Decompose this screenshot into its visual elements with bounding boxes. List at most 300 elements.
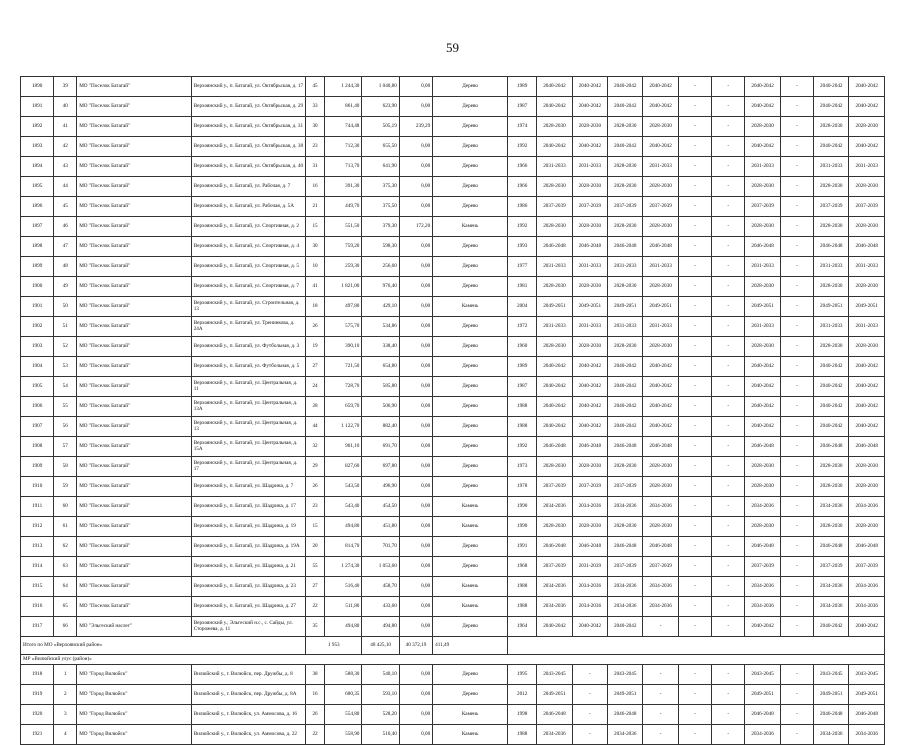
cell-period-3: 2040-2042 [608,137,643,157]
table-row [21,237,885,257]
cell-period-5: - [678,117,711,137]
cell-living-area: 458,70 [362,577,399,597]
cell-period-4: 2028-2030 [643,217,678,237]
cell-municipality: МО "Поселок Батагай" [77,517,192,537]
cell-address: Верхоянский у., п. Батагай, ул. Спортивная, д. 7 [191,277,306,297]
cell-period-2: 2046-2048 [572,437,607,457]
cell-period-6: - [712,137,745,157]
cell-period-9: 2040-2042 [814,77,849,97]
cell-period-4: 2040-2042 [643,377,678,397]
cell-nonresidential-area: 0,00 [399,557,432,577]
cell-period-3: 2028-2030 [608,217,643,237]
cell-period-4: 2046-2048 [643,537,678,557]
cell-local-number: 43 [54,157,77,177]
cell-year-built: 1966 [508,157,537,177]
cell-period-1: 2049-2051 [537,685,572,705]
cell-wall-material: Дерево [433,77,508,97]
cell-period-8: - [780,537,813,557]
cell-period-4: 2046-2048 [643,437,678,457]
cell-residents: 21 [306,197,325,217]
cell-period-8: - [780,497,813,517]
cell-period-1: 2040-2042 [537,77,572,97]
cell-residents: 16 [306,177,325,197]
cell-year-built: 1968 [508,557,537,577]
cell-period-9: 2034-2036 [814,577,849,597]
cell-address: Верхоянский у., п. Батагай, ул. Центральная, д. 13А [191,397,306,417]
cell-period-6: - [712,437,745,457]
cell-period-9: 2040-2042 [814,417,849,437]
cell-period-5: - [678,297,711,317]
cell-period-7: 2040-2042 [745,397,780,417]
cell-local-number: 45 [54,197,77,217]
total-row [21,637,885,655]
cell-residents: 22 [306,725,325,745]
cell-nonresidential-area: 172,20 [399,217,432,237]
cell-wall-material: Камень [433,297,508,317]
cell-residents: 18 [306,297,325,317]
cell-period-4: 2028-2030 [643,477,678,497]
cell-period-5: - [678,237,711,257]
cell-living-area: 641,90 [362,157,399,177]
cell-period-7: 2040-2042 [745,97,780,117]
cell-nonresidential-area: 0,00 [399,77,432,97]
cell-municipality: МО "Поселок Батагай" [77,337,192,357]
cell-period-3: 2031-2033 [608,317,643,337]
cell-row-number: 1911 [21,497,54,517]
cell-period-10: 2034-2036 [849,497,885,517]
cell-period-8: - [780,337,813,357]
cell-row-number: 1895 [21,177,54,197]
cell-period-6: - [712,617,745,637]
cell-period-7: 2046-2048 [745,705,780,725]
cell-wall-material: Дерево [433,377,508,397]
cell-municipality: МО "Поселок Батагай" [77,277,192,297]
cell-period-8: - [780,397,813,417]
cell-municipality: МО "Поселок Батагай" [77,237,192,257]
cell-period-7: 2031-2033 [745,257,780,277]
cell-nonresidential-area: 0,00 [399,477,432,497]
cell-period-10: 2040-2042 [849,77,885,97]
cell-period-4: 2034-2036 [643,497,678,517]
cell-period-10: 2034-2036 [849,577,885,597]
cell-period-5: - [678,665,711,685]
cell-municipality: МО "Поселок Батагай" [77,557,192,577]
cell-municipality: МО "Поселок Батагай" [77,537,192,557]
cell-period-7: 2028-2030 [745,277,780,297]
cell-living-area: 433,60 [362,597,399,617]
cell-period-5: - [678,337,711,357]
cell-period-9: 2028-2030 [814,337,849,357]
cell-period-5: - [678,157,711,177]
cell-nonresidential-area: 0,00 [399,157,432,177]
cell-period-10: 2034-2036 [849,725,885,745]
cell-row-number: 1901 [21,297,54,317]
cell-wall-material: Дерево [433,137,508,157]
cell-year-built: 1981 [508,277,537,297]
cell-nonresidential-area: 0,00 [399,357,432,377]
cell-period-6: - [712,117,745,137]
table-row [21,537,885,557]
cell-period-1: 2031-2033 [537,317,572,337]
cell-address: Верхоянский у., п. Батагай, ул. Спортивная, д. 2 [191,217,306,237]
cell-period-1: 2043-2045 [537,665,572,685]
cell-period-4: 2040-2042 [643,77,678,97]
cell-year-built: 1993 [508,237,537,257]
cell-period-8: - [780,277,813,297]
cell-period-4: 2040-2042 [643,397,678,417]
table-row [21,417,885,437]
cell-period-7: 2040-2042 [745,377,780,397]
cell-period-8: - [780,457,813,477]
cell-period-10: 2040-2042 [849,397,885,417]
table-row [21,197,885,217]
cell-local-number: 4 [54,725,77,745]
cell-period-7: 2028-2030 [745,517,780,537]
cell-period-5: - [678,97,711,117]
section-title: МР «Вилюйский улус (район)» [21,655,885,665]
cell-period-6: - [712,97,745,117]
cell-period-9: 2034-2036 [814,725,849,745]
cell-period-9: 2040-2042 [814,397,849,417]
cell-wall-material: Дерево [433,357,508,377]
cell-total-area: 391,30 [324,177,361,197]
table-row [21,725,885,745]
cell-wall-material: Дерево [433,685,508,705]
cell-year-built: 1988 [508,417,537,437]
cell-total-area: 554,80 [324,705,361,725]
cell-total-area: 259,30 [324,257,361,277]
cell-municipality: МО "Поселок Батагай" [77,97,192,117]
cell-period-7: 2040-2042 [745,617,780,637]
cell-living-area: 454,50 [362,497,399,517]
cell-period-5: - [678,537,711,557]
cell-residents: 45 [306,77,325,97]
cell-period-10: 2040-2042 [849,417,885,437]
cell-address: Верхоянский у., п. Батагай, ул. Рабочая, д. 7 [191,177,306,197]
cell-row-number: 1920 [21,705,54,725]
cell-municipality: МО "Поселок Батагай" [77,437,192,457]
cell-year-built: 2012 [508,685,537,705]
cell-period-4: 2040-2042 [643,97,678,117]
cell-local-number: 53 [54,357,77,377]
cell-period-2: 2034-2036 [572,577,607,597]
cell-year-built: 1987 [508,97,537,117]
cell-period-7: 2037-2039 [745,197,780,217]
cell-period-1: 2046-2048 [537,237,572,257]
table-row [21,597,885,617]
cell-period-10: 2028-2030 [849,177,885,197]
cell-year-built: 1992 [508,137,537,157]
cell-year-built: 1990 [508,517,537,537]
cell-period-1: 2046-2048 [537,705,572,725]
cell-living-area: 585,80 [362,377,399,397]
cell-row-number: 1910 [21,477,54,497]
cell-period-9: 2046-2048 [814,537,849,557]
cell-living-area: 697,80 [362,457,399,477]
cell-local-number: 2 [54,685,77,705]
cell-period-5: - [678,357,711,377]
cell-total-area: 721,50 [324,357,361,377]
cell-address: Верхоянский у., п. Батагай, ул. Октябрьская, д. 17 [191,77,306,97]
cell-period-5: - [678,597,711,617]
cell-period-3: 2049-2051 [608,297,643,317]
cell-period-9: 2031-2033 [814,317,849,337]
table-row [21,257,885,277]
cell-period-2: 2040-2042 [572,397,607,417]
cell-total-area: 1 821,00 [324,277,361,297]
cell-period-7: 2031-2033 [745,317,780,337]
cell-wall-material: Дерево [433,117,508,137]
cell-period-1: 2028-2030 [537,457,572,477]
cell-local-number: 51 [54,317,77,337]
cell-period-1: 2034-2036 [537,725,572,745]
cell-period-7: 2043-2045 [745,665,780,685]
table-row [21,277,885,297]
cell-nonresidential-area: 0,00 [399,725,432,745]
cell-year-built: 1987 [508,377,537,397]
total-value-2: 48 425,10 [362,637,399,655]
cell-period-4: 2040-2042 [643,417,678,437]
cell-period-7: 2028-2030 [745,177,780,197]
cell-period-7: 2046-2048 [745,237,780,257]
cell-period-8: - [780,77,813,97]
cell-residents: 27 [306,577,325,597]
cell-address: Верхоянский у., п. Батагай, ул. Центральная, д. 11 [191,377,306,397]
cell-living-area: 506,90 [362,397,399,417]
cell-wall-material: Камень [433,705,508,725]
cell-row-number: 1890 [21,77,54,97]
cell-local-number: 41 [54,117,77,137]
cell-residents: 31 [306,157,325,177]
cell-period-8: - [780,617,813,637]
cell-period-10: 2046-2048 [849,437,885,457]
cell-period-2: 2028-2030 [572,117,607,137]
cell-nonresidential-area: 0,00 [399,665,432,685]
cell-period-4: 2028-2030 [643,337,678,357]
cell-local-number: 40 [54,97,77,117]
cell-wall-material: Дерево [433,97,508,117]
cell-period-1: 2040-2042 [537,137,572,157]
cell-period-9: 2043-2045 [814,665,849,685]
cell-period-5: - [678,437,711,457]
cell-period-2: 2040-2042 [572,97,607,117]
cell-period-6: - [712,497,745,517]
page-number: 59 [446,40,459,55]
cell-period-9: 2031-2033 [814,157,849,177]
cell-total-area: 494,80 [324,517,361,537]
cell-address: Верхоянский у., п. Батагай, ул. Спортивная, д. 5 [191,257,306,277]
cell-period-7: 2046-2048 [745,437,780,457]
cell-period-9: 2031-2033 [814,257,849,277]
cell-year-built: 1988 [508,397,537,417]
cell-period-5: - [678,685,711,705]
cell-nonresidential-area: 0,00 [399,417,432,437]
cell-period-8: - [780,237,813,257]
cell-period-5: - [678,277,711,297]
cell-period-7: 2040-2042 [745,417,780,437]
cell-period-4: - [643,665,678,685]
cell-period-3: 2028-2030 [608,517,643,537]
cell-residents: 22 [306,597,325,617]
cell-local-number: 66 [54,617,77,637]
cell-municipality: МО "Город Вилюйск" [77,685,192,705]
cell-local-number: 48 [54,257,77,277]
cell-total-area: 575,70 [324,317,361,337]
cell-period-1: 2040-2042 [537,397,572,417]
cell-period-8: - [780,257,813,277]
cell-residents: 26 [306,477,325,497]
table-row [21,665,885,685]
cell-period-9: 2046-2048 [814,437,849,457]
cell-period-4: - [643,685,678,705]
table-row [21,397,885,417]
cell-period-3: 2037-2039 [608,477,643,497]
cell-period-8: - [780,517,813,537]
cell-row-number: 1904 [21,357,54,377]
cell-total-area: 759,20 [324,237,361,257]
cell-nonresidential-area: 0,00 [399,297,432,317]
cell-living-area: 882,40 [362,417,399,437]
cell-period-8: - [780,117,813,137]
cell-address: Вилюйский у., г. Вилюйск, пер. Дружбы, д. 8А [191,685,306,705]
cell-period-1: 2049-2051 [537,297,572,317]
cell-nonresidential-area: 0,00 [399,705,432,725]
cell-period-1: 2040-2042 [537,357,572,377]
cell-period-10: 2028-2030 [849,277,885,297]
cell-address: Вилюйский у., г. Вилюйск, ул. Аммосова, д. 22 [191,725,306,745]
cell-period-6: - [712,577,745,597]
cell-residents: 24 [306,377,325,397]
cell-period-2: - [572,685,607,705]
cell-period-4: - [643,617,678,637]
cell-period-6: - [712,477,745,497]
cell-period-3: 2040-2042 [608,397,643,417]
cell-period-5: - [678,197,711,217]
cell-period-8: - [780,437,813,457]
cell-address: Верхоянский у., Эльгеский н.с., с. Сайды, ул. Сторожева, д. 11 [191,617,306,637]
cell-period-10: 2049-2051 [849,297,885,317]
cell-residents: 16 [306,685,325,705]
cell-municipality: МО "Поселок Батагай" [77,117,192,137]
cell-municipality: МО "Поселок Батагай" [77,377,192,397]
cell-municipality: МО "Поселок Батагай" [77,477,192,497]
cell-period-3: 2028-2030 [608,117,643,137]
cell-address: Верхоянский у., п. Батагай, ул. Шадрина, д. 19А [191,537,306,557]
cell-period-7: 2034-2036 [745,497,780,517]
cell-period-8: - [780,197,813,217]
table-row [21,617,885,637]
cell-address: Верхоянский у., п. Батагай, ул. Строительная, д. 13 [191,297,306,317]
cell-total-area: 659,70 [324,397,361,417]
cell-period-9: 2028-2030 [814,277,849,297]
cell-period-9: 2040-2042 [814,97,849,117]
table-row [21,517,885,537]
cell-period-10: 2040-2042 [849,357,885,377]
cell-period-1: 2040-2042 [537,97,572,117]
cell-wall-material: Дерево [433,537,508,557]
cell-period-10: 2037-2039 [849,557,885,577]
cell-period-2: - [572,665,607,685]
cell-living-area: 451,80 [362,517,399,537]
cell-residents: 33 [306,97,325,117]
cell-total-area: 516,40 [324,577,361,597]
cell-period-10: 2046-2048 [849,237,885,257]
cell-period-8: - [780,557,813,577]
cell-period-10: 2040-2042 [849,617,885,637]
cell-row-number: 1918 [21,665,54,685]
cell-nonresidential-area: 0,00 [399,397,432,417]
cell-living-area: 1 040,80 [362,77,399,97]
cell-period-3: 2037-2039 [608,197,643,217]
cell-local-number: 46 [54,217,77,237]
cell-year-built: 1989 [508,77,537,97]
cell-period-8: - [780,297,813,317]
cell-period-2: 2040-2042 [572,617,607,637]
cell-period-3: 2049-2051 [608,685,643,705]
cell-period-5: - [678,397,711,417]
cell-period-5: - [678,257,711,277]
cell-period-8: - [780,357,813,377]
cell-local-number: 55 [54,397,77,417]
table-row [21,557,885,577]
cell-period-3: 2031-2033 [608,257,643,277]
cell-period-10: 2031-2033 [849,257,885,277]
cell-total-area: 497,80 [324,297,361,317]
cell-period-2: 2040-2042 [572,77,607,97]
cell-living-area: 375,50 [362,197,399,217]
cell-period-6: - [712,537,745,557]
table-row [21,217,885,237]
section-header-row [21,655,885,665]
cell-living-area: 496,90 [362,477,399,497]
cell-year-built: 1973 [508,457,537,477]
cell-address: Верхоянский у., п. Батагай, ул. Центральная, д. 17 [191,457,306,477]
table-row [21,437,885,457]
cell-period-7: 2028-2030 [745,457,780,477]
cell-municipality: МО "Город Вилюйск" [77,665,192,685]
cell-total-area: 1 122,70 [324,417,361,437]
cell-period-6: - [712,337,745,357]
cell-period-2: 2034-2036 [572,597,607,617]
cell-period-8: - [780,597,813,617]
cell-row-number: 1899 [21,257,54,277]
cell-residents: 15 [306,217,325,237]
cell-period-1: 2028-2030 [537,277,572,297]
cell-row-number: 1906 [21,397,54,417]
cell-year-built: 1972 [508,317,537,337]
table-row [21,317,885,337]
cell-period-1: 2037-2039 [537,557,572,577]
cell-period-9: 2046-2048 [814,705,849,725]
cell-residents: 28 [306,397,325,417]
cell-local-number: 44 [54,177,77,197]
cell-period-2: 2028-2030 [572,217,607,237]
cell-living-area: 256,60 [362,257,399,277]
cell-period-1: 2031-2033 [537,157,572,177]
cell-wall-material: Дерево [433,337,508,357]
cell-period-8: - [780,177,813,197]
cell-period-8: - [780,705,813,725]
cell-year-built: 1988 [508,725,537,745]
cell-period-7: 2046-2048 [745,537,780,557]
cell-period-6: - [712,357,745,377]
cell-living-area: 528,20 [362,705,399,725]
cell-period-1: 2034-2036 [537,497,572,517]
cell-period-2: 2031-2033 [572,257,607,277]
cell-period-10: 2028-2030 [849,217,885,237]
cell-living-area: 623,90 [362,97,399,117]
cell-local-number: 52 [54,337,77,357]
